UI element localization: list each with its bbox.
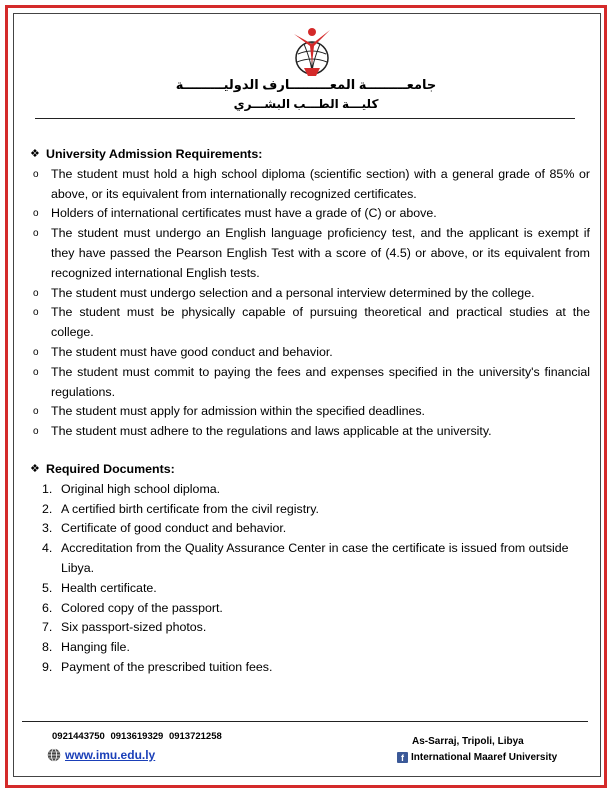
circle-bullet-icon: o xyxy=(33,426,39,438)
admission-requirements-list xyxy=(30,165,590,442)
list-item: o The student must apply for admission within the specified deadlines. xyxy=(30,402,590,422)
list-item: o Holders of international certificates must have a grade of (C) or above. xyxy=(30,204,590,224)
required-documents-list xyxy=(30,480,590,678)
address-text: As-Sarraj, Tripoli, Libya xyxy=(412,736,524,747)
faculty-name-arabic: كليـــة الطـــب البشـــري xyxy=(233,97,379,111)
list-item: 7. Six passport-sized photos. xyxy=(42,620,207,635)
circle-bullet-icon: o xyxy=(33,208,39,220)
list-item: o The student must be physically capable of pursuing theoretical and practical studies at the college. xyxy=(33,305,590,340)
circle-bullet-icon: o xyxy=(33,168,39,180)
circle-bullet-icon: o xyxy=(33,346,39,358)
circle-bullet-icon: o xyxy=(33,228,39,240)
diamond-bullet-icon: ❖ xyxy=(30,462,40,475)
university-logo-icon xyxy=(290,24,334,84)
circle-bullet-icon: o xyxy=(33,406,39,418)
admission-section-heading xyxy=(30,145,590,165)
facebook-icon: f xyxy=(397,752,408,763)
globe-icon xyxy=(47,748,61,762)
main-content xyxy=(30,145,590,678)
circle-bullet-icon: o xyxy=(33,366,39,378)
documents-section-heading xyxy=(30,460,590,480)
list-item: o The student must have good conduct and behavior. xyxy=(30,343,590,363)
circle-bullet-icon: o xyxy=(33,287,39,299)
list-item: 1. Original high school diploma. xyxy=(42,481,221,496)
list-item: o The student must adhere to the regulations and laws applicable at the university. xyxy=(30,422,590,442)
university-name-arabic: جامعـــــــــة المعـــــــــارف الدوليـــــــــة xyxy=(175,77,437,92)
list-item: 4. Accreditation from the Quality Assurance Center in case the certificate is issued from outside Libya. xyxy=(42,541,569,575)
facebook-link[interactable] xyxy=(397,752,557,763)
website-url: www.imu.edu.ly xyxy=(65,748,156,762)
list-item: o The student must hold a high school diploma (scientific section) with a general grade of 85% or above, or its equivalent from internationally recognized certificates. xyxy=(33,166,590,201)
list-item: 9. Payment of the prescribed tuition fees. xyxy=(42,659,273,674)
facebook-page-name: International Maaref University xyxy=(411,752,558,763)
list-item: 6. Colored copy of the passport. xyxy=(42,600,223,615)
list-item: 8. Hanging file. xyxy=(42,640,130,655)
list-item: o The student must undergo an English language proficiency test, and the applicant is exempt if they have passed the Pearson English Test with a score of (4.5) or above, or its equivalent from recognized international English tests. xyxy=(33,226,590,280)
header-divider xyxy=(35,118,575,119)
diamond-bullet-icon: ❖ xyxy=(30,148,40,160)
documents-title: Required Documents: xyxy=(46,461,175,476)
list-item: o The student must undergo selection and a personal interview determined by the college. xyxy=(30,284,590,304)
website-link[interactable] xyxy=(47,748,155,762)
phone-numbers: 0921443750 0913619329 0913721258 xyxy=(52,731,222,742)
footer-divider xyxy=(22,721,588,722)
list-item: 5. Health certificate. xyxy=(42,580,157,595)
admission-title: University Admission Requirements: xyxy=(46,147,263,161)
list-item: 2. A certified birth certificate from the civil registry. xyxy=(42,501,319,516)
list-item: o The student must commit to paying the fees and expenses specified in the university's financial regulations. xyxy=(33,364,590,399)
list-item: 3. Certificate of good conduct and behavior. xyxy=(42,521,287,536)
circle-bullet-icon: o xyxy=(33,307,39,319)
